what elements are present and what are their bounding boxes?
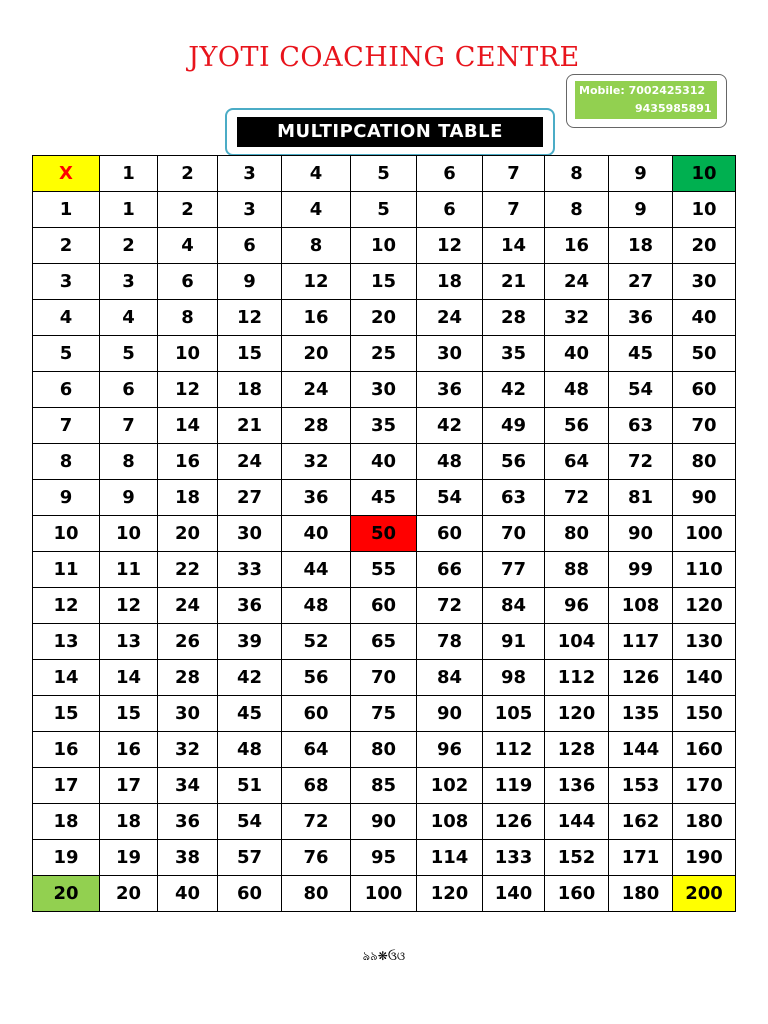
product-cell: 64 (545, 444, 609, 480)
product-cell: 160 (673, 732, 736, 768)
product-cell: 1 (100, 192, 158, 228)
product-cell: 8 (545, 192, 609, 228)
row-header-cell: 6 (33, 372, 100, 408)
product-cell: 80 (673, 444, 736, 480)
product-cell: 44 (282, 552, 351, 588)
product-cell: 9 (609, 192, 673, 228)
product-cell: 28 (158, 660, 218, 696)
product-cell: 20 (282, 336, 351, 372)
product-cell: 54 (417, 480, 483, 516)
table-row (33, 372, 736, 408)
product-cell: 100 (351, 876, 417, 912)
product-cell: 102 (417, 768, 483, 804)
mobile-number-secondary: 9435985891 (635, 102, 712, 115)
product-cell: 18 (609, 228, 673, 264)
product-cell: 153 (609, 768, 673, 804)
product-cell: 80 (545, 516, 609, 552)
product-cell: 80 (351, 732, 417, 768)
product-cell: 68 (282, 768, 351, 804)
column-header-cell: 1 (100, 156, 158, 192)
product-cell: 10 (673, 192, 736, 228)
table-header-row (33, 156, 736, 192)
product-cell: 14 (100, 660, 158, 696)
table-row (33, 588, 736, 624)
product-cell: 133 (483, 840, 545, 876)
product-cell: 9 (100, 480, 158, 516)
product-cell: 30 (417, 336, 483, 372)
product-cell: 96 (545, 588, 609, 624)
product-cell: 26 (158, 624, 218, 660)
product-cell: 11 (100, 552, 158, 588)
product-cell: 65 (351, 624, 417, 660)
product-cell: 57 (218, 840, 282, 876)
product-cell: 9 (218, 264, 282, 300)
column-header-cell: 2 (158, 156, 218, 192)
column-header-cell: 6 (417, 156, 483, 192)
table-row (33, 192, 736, 228)
product-cell: 5 (100, 336, 158, 372)
product-cell: 12 (218, 300, 282, 336)
product-cell: 39 (218, 624, 282, 660)
product-cell: 32 (282, 444, 351, 480)
product-cell: 75 (351, 696, 417, 732)
product-cell: 45 (609, 336, 673, 372)
row-header-cell: 9 (33, 480, 100, 516)
multiplication-table (32, 155, 736, 912)
product-cell: 54 (609, 372, 673, 408)
product-cell: 33 (218, 552, 282, 588)
product-cell: 7 (483, 192, 545, 228)
row-header-cell: 19 (33, 840, 100, 876)
product-cell: 6 (218, 228, 282, 264)
multiplication-table-body (33, 156, 736, 912)
product-cell: 48 (417, 444, 483, 480)
product-cell: 16 (545, 228, 609, 264)
row-header-cell: 4 (33, 300, 100, 336)
product-cell: 64 (282, 732, 351, 768)
product-cell: 40 (545, 336, 609, 372)
product-cell: 120 (673, 588, 736, 624)
product-cell: 36 (282, 480, 351, 516)
product-cell: 40 (673, 300, 736, 336)
product-cell: 30 (158, 696, 218, 732)
product-cell: 8 (158, 300, 218, 336)
mobile-contact-panel (575, 81, 717, 119)
product-cell: 16 (282, 300, 351, 336)
product-cell: 190 (673, 840, 736, 876)
product-cell: 7 (100, 408, 158, 444)
product-cell: 20 (158, 516, 218, 552)
product-cell: 98 (483, 660, 545, 696)
product-cell: 50 (673, 336, 736, 372)
product-cell: 72 (417, 588, 483, 624)
product-cell: 12 (158, 372, 218, 408)
product-cell: 18 (218, 372, 282, 408)
table-row (33, 228, 736, 264)
product-cell: 128 (545, 732, 609, 768)
product-cell: 162 (609, 804, 673, 840)
product-cell: 2 (158, 192, 218, 228)
table-row (33, 444, 736, 480)
row-header-cell: 8 (33, 444, 100, 480)
row-header-cell: 12 (33, 588, 100, 624)
product-cell: 30 (351, 372, 417, 408)
product-cell: 16 (100, 732, 158, 768)
product-cell: 52 (282, 624, 351, 660)
row-header-cell: 3 (33, 264, 100, 300)
product-cell: 112 (483, 732, 545, 768)
product-cell: 40 (282, 516, 351, 552)
row-header-cell: 18 (33, 804, 100, 840)
product-cell: 51 (218, 768, 282, 804)
product-cell: 140 (673, 660, 736, 696)
product-cell: 6 (417, 192, 483, 228)
product-cell: 10 (100, 516, 158, 552)
product-cell: 40 (351, 444, 417, 480)
table-row (33, 516, 736, 552)
product-cell: 96 (417, 732, 483, 768)
column-header-cell: 10 (673, 156, 736, 192)
product-cell: 34 (158, 768, 218, 804)
product-cell: 152 (545, 840, 609, 876)
product-cell: 8 (100, 444, 158, 480)
product-cell: 28 (282, 408, 351, 444)
product-cell: 35 (351, 408, 417, 444)
row-header-cell: 7 (33, 408, 100, 444)
row-header-cell: 5 (33, 336, 100, 372)
product-cell: 120 (545, 696, 609, 732)
product-cell: 42 (417, 408, 483, 444)
product-cell: 24 (282, 372, 351, 408)
product-cell: 28 (483, 300, 545, 336)
table-row (33, 336, 736, 372)
product-cell: 24 (158, 588, 218, 624)
product-cell: 4 (282, 192, 351, 228)
product-cell: 144 (545, 804, 609, 840)
product-cell: 3 (100, 264, 158, 300)
product-cell: 108 (417, 804, 483, 840)
product-cell: 84 (417, 660, 483, 696)
product-cell: 32 (545, 300, 609, 336)
product-cell: 20 (673, 228, 736, 264)
product-cell: 77 (483, 552, 545, 588)
product-cell: 2 (100, 228, 158, 264)
product-cell: 55 (351, 552, 417, 588)
row-header-cell: 15 (33, 696, 100, 732)
row-header-cell: 11 (33, 552, 100, 588)
product-cell: 12 (282, 264, 351, 300)
product-cell: 56 (483, 444, 545, 480)
product-cell: 135 (609, 696, 673, 732)
product-cell: 60 (417, 516, 483, 552)
product-cell: 48 (282, 588, 351, 624)
product-cell: 66 (417, 552, 483, 588)
product-cell: 70 (483, 516, 545, 552)
row-header-cell: 1 (33, 192, 100, 228)
product-cell: 10 (158, 336, 218, 372)
product-cell: 14 (483, 228, 545, 264)
product-cell: 20 (100, 876, 158, 912)
product-cell: 54 (218, 804, 282, 840)
product-cell: 140 (483, 876, 545, 912)
product-cell: 99 (609, 552, 673, 588)
product-cell: 6 (158, 264, 218, 300)
product-cell: 90 (351, 804, 417, 840)
product-cell: 35 (483, 336, 545, 372)
product-cell: 70 (673, 408, 736, 444)
table-row (33, 696, 736, 732)
table-row (33, 732, 736, 768)
table-row (33, 264, 736, 300)
product-cell: 18 (158, 480, 218, 516)
product-cell: 20 (351, 300, 417, 336)
product-cell: 126 (609, 660, 673, 696)
product-cell: 21 (218, 408, 282, 444)
table-row (33, 768, 736, 804)
product-cell: 130 (673, 624, 736, 660)
product-cell: 88 (545, 552, 609, 588)
product-cell: 12 (417, 228, 483, 264)
product-cell: 90 (609, 516, 673, 552)
product-cell: 21 (483, 264, 545, 300)
product-cell: 105 (483, 696, 545, 732)
product-cell: 17 (100, 768, 158, 804)
column-header-cell: 7 (483, 156, 545, 192)
product-cell: 30 (673, 264, 736, 300)
product-cell: 24 (417, 300, 483, 336)
product-cell: 90 (417, 696, 483, 732)
product-cell: 4 (100, 300, 158, 336)
row-header-cell: 13 (33, 624, 100, 660)
product-cell: 56 (545, 408, 609, 444)
product-cell: 14 (158, 408, 218, 444)
product-cell: 171 (609, 840, 673, 876)
product-cell: 15 (100, 696, 158, 732)
row-header-cell: 17 (33, 768, 100, 804)
product-cell: 114 (417, 840, 483, 876)
product-cell: 27 (609, 264, 673, 300)
column-header-cell: 3 (218, 156, 282, 192)
product-cell: 22 (158, 552, 218, 588)
product-cell: 16 (158, 444, 218, 480)
product-cell: 80 (282, 876, 351, 912)
product-cell: 78 (417, 624, 483, 660)
product-cell: 180 (609, 876, 673, 912)
product-cell: 81 (609, 480, 673, 516)
product-cell: 150 (673, 696, 736, 732)
product-cell: 48 (545, 372, 609, 408)
table-row (33, 300, 736, 336)
product-cell: 60 (218, 876, 282, 912)
product-cell: 60 (351, 588, 417, 624)
product-cell: 24 (218, 444, 282, 480)
product-cell: 84 (483, 588, 545, 624)
product-cell: 24 (545, 264, 609, 300)
page-title: JYOTI COACHING CENTRE (188, 42, 580, 73)
product-cell: 18 (417, 264, 483, 300)
product-cell: 6 (100, 372, 158, 408)
product-cell: 70 (351, 660, 417, 696)
product-cell: 110 (673, 552, 736, 588)
product-cell: 120 (417, 876, 483, 912)
product-cell: 108 (609, 588, 673, 624)
column-header-cell: 5 (351, 156, 417, 192)
product-cell: 104 (545, 624, 609, 660)
table-row (33, 804, 736, 840)
product-cell: 170 (673, 768, 736, 804)
row-header-cell: 16 (33, 732, 100, 768)
table-row (33, 876, 736, 912)
product-cell: 90 (673, 480, 736, 516)
product-cell: 63 (483, 480, 545, 516)
product-cell: 12 (100, 588, 158, 624)
footer-ornament: ঌ৯❋ઉଓ (362, 949, 406, 963)
product-cell: 95 (351, 840, 417, 876)
row-header-cell: 2 (33, 228, 100, 264)
product-cell: 15 (351, 264, 417, 300)
table-row (33, 408, 736, 444)
row-header-cell: 10 (33, 516, 100, 552)
product-cell: 32 (158, 732, 218, 768)
product-cell: 136 (545, 768, 609, 804)
table-heading-frame (225, 108, 555, 156)
product-cell: 8 (282, 228, 351, 264)
table-row (33, 624, 736, 660)
product-cell: 100 (673, 516, 736, 552)
product-cell: 13 (100, 624, 158, 660)
mobile-number-primary: Mobile: 7002425312 (579, 84, 706, 97)
table-row (33, 840, 736, 876)
product-cell: 91 (483, 624, 545, 660)
product-cell: 10 (351, 228, 417, 264)
corner-cell: X (33, 156, 100, 192)
product-cell: 45 (351, 480, 417, 516)
row-header-cell: 14 (33, 660, 100, 696)
row-header-cell: 20 (33, 876, 100, 912)
product-cell: 63 (609, 408, 673, 444)
product-cell: 117 (609, 624, 673, 660)
product-cell: 5 (351, 192, 417, 228)
product-cell: 19 (100, 840, 158, 876)
table-heading: MULTIPCATION TABLE (237, 117, 543, 147)
product-cell: 45 (218, 696, 282, 732)
product-cell: 48 (218, 732, 282, 768)
product-cell: 4 (158, 228, 218, 264)
column-header-cell: 8 (545, 156, 609, 192)
product-cell: 119 (483, 768, 545, 804)
product-cell: 49 (483, 408, 545, 444)
product-cell: 3 (218, 192, 282, 228)
product-cell: 38 (158, 840, 218, 876)
column-header-cell: 9 (609, 156, 673, 192)
product-cell: 60 (282, 696, 351, 732)
product-cell: 112 (545, 660, 609, 696)
product-cell: 36 (158, 804, 218, 840)
table-row (33, 552, 736, 588)
product-cell: 85 (351, 768, 417, 804)
mobile-contact-box (566, 74, 727, 128)
product-cell: 72 (545, 480, 609, 516)
product-cell: 30 (218, 516, 282, 552)
product-cell: 36 (218, 588, 282, 624)
product-cell: 60 (673, 372, 736, 408)
product-cell: 40 (158, 876, 218, 912)
product-cell: 36 (609, 300, 673, 336)
product-cell: 50 (351, 516, 417, 552)
product-cell: 56 (282, 660, 351, 696)
product-cell: 180 (673, 804, 736, 840)
product-cell: 160 (545, 876, 609, 912)
product-cell: 76 (282, 840, 351, 876)
product-cell: 72 (282, 804, 351, 840)
product-cell: 27 (218, 480, 282, 516)
product-cell: 42 (218, 660, 282, 696)
product-cell: 25 (351, 336, 417, 372)
product-cell: 36 (417, 372, 483, 408)
product-cell: 72 (609, 444, 673, 480)
product-cell: 144 (609, 732, 673, 768)
column-header-cell: 4 (282, 156, 351, 192)
product-cell: 18 (100, 804, 158, 840)
product-cell: 126 (483, 804, 545, 840)
product-cell: 42 (483, 372, 545, 408)
product-cell: 200 (673, 876, 736, 912)
product-cell: 15 (218, 336, 282, 372)
table-row (33, 480, 736, 516)
table-row (33, 660, 736, 696)
